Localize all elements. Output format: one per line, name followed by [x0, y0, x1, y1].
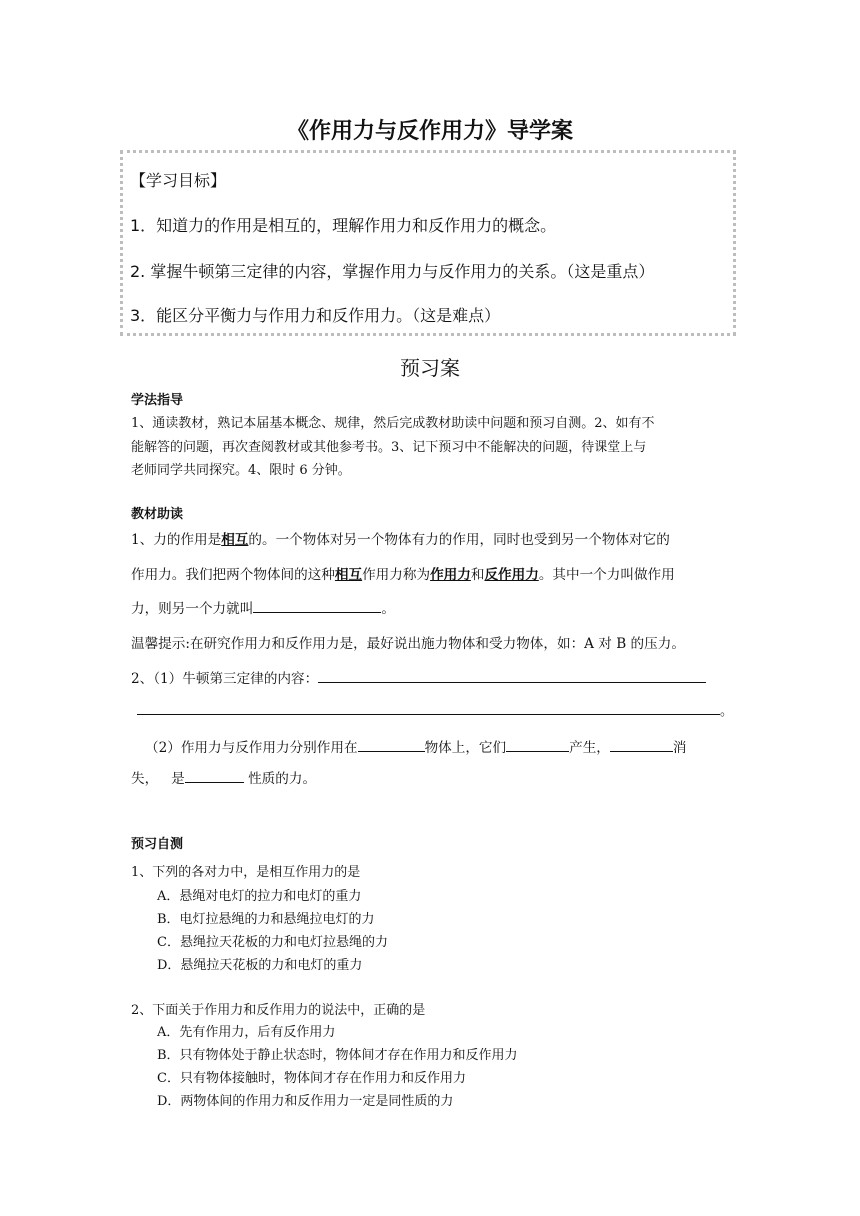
- question-stem: 2、下面关于作用力和反作用力的说法中，正确的是: [131, 1003, 426, 1018]
- goal-item-3: 3．能区分平衡力与作用力和反作用力。（这是难点）: [130, 306, 501, 325]
- method-line-1: 1、通读教材，熟记本届基本概念、规律，然后完成教材助读中问题和预习自测。2、如有不: [131, 416, 655, 431]
- question-2b-line: [145, 736, 687, 756]
- newton-third-law-blank-continued[interactable]: [137, 700, 720, 715]
- text: 。其中一个力叫做作用: [538, 567, 675, 583]
- question-2-line-continued: [137, 700, 733, 719]
- text: （2）作用力与反作用力分别作用在: [145, 740, 358, 756]
- question-stem: 1、下列的各对力中，是相互作用力的是: [131, 865, 361, 880]
- text: 和: [470, 567, 485, 583]
- option-b[interactable]: B．只有物体处于静止状态时，物体间才存在作用力和反作用力: [157, 1048, 518, 1063]
- preview-title: 预习案: [400, 356, 460, 380]
- question-2b-line-continued: [131, 767, 316, 787]
- option-a[interactable]: A．悬绳对电灯的拉力和电灯的重力: [157, 889, 362, 904]
- goal-item-2: 2. 掌握牛顿第三定律的内容，掌握作用力与反作用力的关系。（这是重点）: [130, 262, 655, 281]
- document-title: 《作用力与反作用力》导学案: [286, 119, 573, 144]
- text: 是: [171, 771, 185, 787]
- text: 。: [381, 601, 395, 617]
- text: 。: [720, 704, 734, 719]
- text: 物体上，它们: [424, 740, 507, 756]
- text: 性质的力。: [248, 771, 317, 787]
- answer-blank[interactable]: [610, 737, 673, 752]
- answer-blank[interactable]: [185, 768, 244, 783]
- keyword-mutual: 相互: [221, 532, 249, 548]
- text: 作用力。我们把两个物体间的这种: [131, 567, 335, 583]
- option-c[interactable]: C．只有物体接触时，物体间才存在作用力和反作用力: [157, 1071, 466, 1086]
- newton-third-law-blank[interactable]: [318, 668, 706, 683]
- option-a[interactable]: A．先有作用力，后有反作用力: [157, 1025, 336, 1040]
- reading-tip: 温馨提示:在研究作用力和反作用力是，最好说出施力物体和受力物体，如：A 对 B 的压力。: [131, 636, 685, 652]
- question-2-line: [131, 667, 706, 687]
- text: 1、力的作用是: [131, 532, 222, 548]
- method-line-3: 老师同学共同探究。4、限时 6 分钟。: [131, 463, 351, 478]
- text: 作用力称为: [362, 567, 431, 583]
- keyword-mutual: 相互: [334, 567, 363, 583]
- option-c[interactable]: C．悬绳拉天花板的力和电灯拉悬绳的力: [157, 935, 388, 950]
- keyword-action-force: 作用力: [430, 567, 471, 583]
- text: 产生，: [569, 740, 610, 756]
- answer-blank[interactable]: [506, 737, 569, 752]
- selftest-heading: 预习自测: [131, 837, 184, 852]
- reading-line-1: [131, 528, 670, 548]
- option-b[interactable]: B．电灯拉悬绳的力和悬绳拉电灯的力: [157, 912, 375, 927]
- option-d[interactable]: D．悬绳拉天花板的力和电灯的重力: [157, 958, 363, 973]
- text: 的。一个物体对另一个物体有力的作用，同时也受到另一个物体对它的: [248, 532, 670, 548]
- text: 失，: [131, 771, 159, 787]
- reading-heading: 教材助读: [131, 507, 184, 522]
- option-d[interactable]: D．两物体间的作用力和反作用力一定是同性质的力: [157, 1094, 454, 1109]
- text: 消: [672, 740, 687, 756]
- reading-line-3: [131, 597, 395, 617]
- method-line-2: 能解答的问题，再次查阅教材或其他参考书。3、记下预习中不能解决的问题，待课堂上与: [131, 440, 647, 455]
- goal-item-1: 1．知道力的作用是相互的，理解作用力和反作用力的概念。: [130, 216, 557, 235]
- answer-blank[interactable]: [253, 598, 381, 613]
- answer-blank[interactable]: [358, 737, 425, 752]
- method-heading: 学法指导: [131, 393, 184, 408]
- goals-heading: 【学习目标】: [130, 171, 227, 190]
- text: 力，则另一个力就叫: [131, 601, 254, 617]
- text: 2、（1）牛顿第三定律的内容：: [131, 671, 319, 687]
- reading-line-2: [131, 563, 675, 583]
- keyword-reaction-force: 反作用力: [484, 567, 539, 583]
